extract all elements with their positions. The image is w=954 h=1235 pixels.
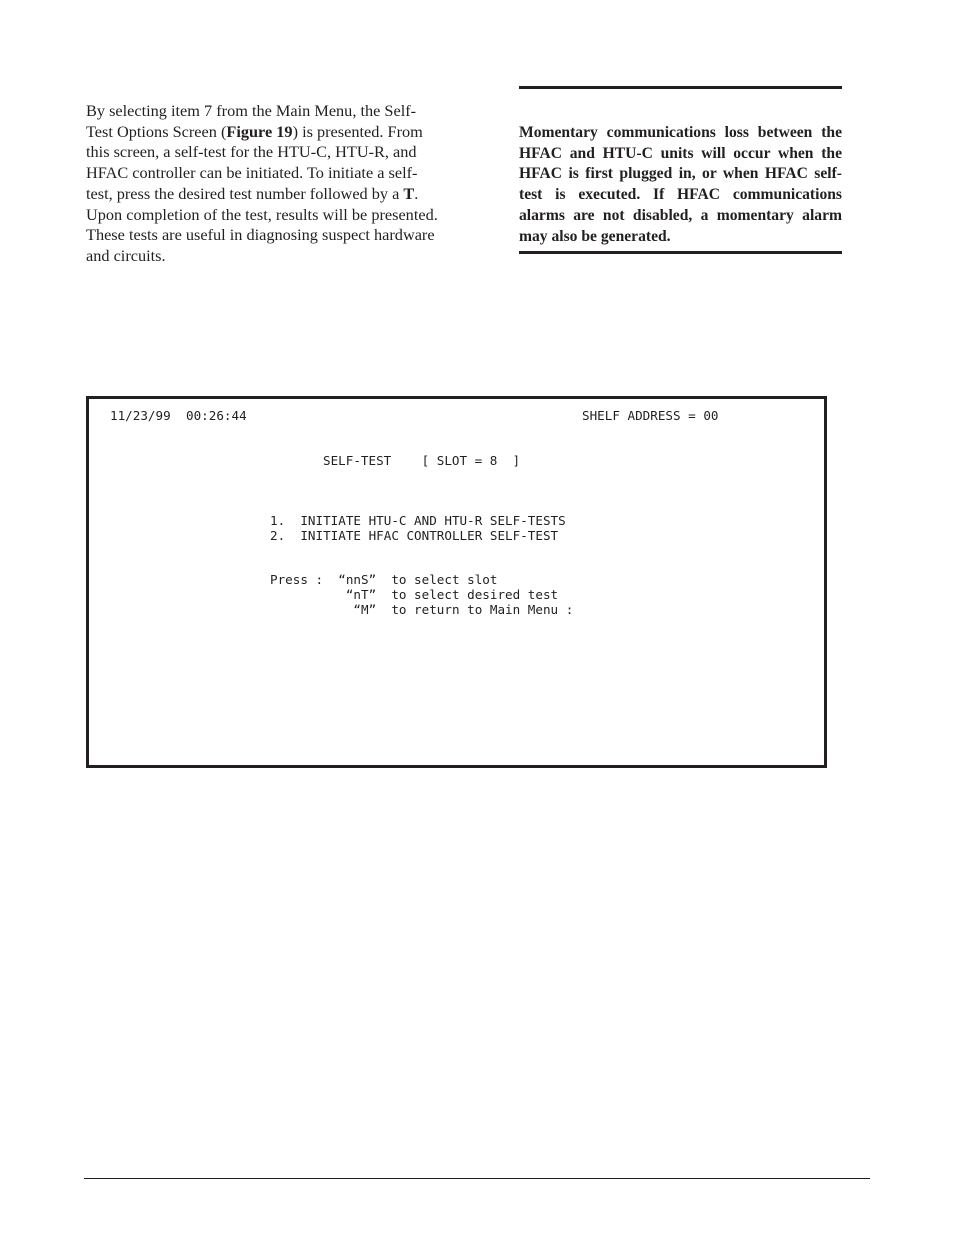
intro-line: Upon completion of the test, results will be presented. bbox=[86, 204, 438, 224]
note-text bbox=[519, 123, 842, 247]
intro-text: ) is presented. From bbox=[292, 121, 423, 141]
intro-line bbox=[86, 184, 466, 205]
terminal-screen bbox=[86, 396, 827, 768]
note-box bbox=[519, 86, 842, 254]
screen-title: SELF-TEST [ SLOT = 8 ] bbox=[323, 453, 521, 468]
menu-item-hfac-self-test[interactable]: 2. INITIATE HFAC CONTROLLER SELF-TEST bbox=[270, 528, 559, 543]
intro-line: this screen, a self-test for the HTU-C, HTU-R, and bbox=[86, 142, 417, 162]
screen-date: 11/23/99 bbox=[110, 408, 171, 423]
intro-line: These tests are useful in diagnosing suspect hardware bbox=[86, 225, 435, 245]
intro-line: and circuits. bbox=[86, 245, 166, 265]
shelf-address: SHELF ADDRESS = 00 bbox=[582, 408, 719, 423]
prompt-main-menu[interactable]: “M” to return to Main Menu : bbox=[270, 602, 574, 617]
footer-rule bbox=[84, 1178, 870, 1179]
key-letter: T bbox=[403, 183, 415, 203]
intro-text: test, press the desired test number followed by a bbox=[86, 183, 404, 203]
menu-item-htu-self-test[interactable]: 1. INITIATE HTU-C AND HTU-R SELF-TESTS bbox=[270, 513, 566, 528]
note-line: Momentary communications loss between the bbox=[519, 124, 842, 141]
prompt-select-slot: Press : “nnS” to select slot bbox=[270, 572, 498, 587]
intro-paragraph bbox=[86, 101, 466, 267]
figure-reference: Figure 19 bbox=[226, 121, 293, 141]
note-line: test is executed. If HFAC communications bbox=[519, 186, 842, 204]
intro-text: Test Options Screen ( bbox=[86, 121, 227, 141]
intro-line bbox=[86, 122, 466, 143]
intro-line: By selecting item 7 from the Main Menu, the Self- bbox=[86, 101, 417, 120]
prompt-select-test: “nT” to select desired test bbox=[270, 587, 559, 602]
screen-time: 00:26:44 bbox=[186, 408, 247, 423]
note-line: HFAC and HTU-C units will occur when the bbox=[519, 144, 842, 162]
intro-text: . bbox=[414, 183, 419, 203]
note-line: alarms are not disabled, a momentary alarm bbox=[519, 206, 842, 224]
intro-line: HFAC controller can be initiated. To initiate a self- bbox=[86, 163, 418, 183]
note-line: may also be generated. bbox=[519, 227, 671, 245]
note-line: HFAC is first plugged in, or when HFAC self- bbox=[519, 165, 842, 183]
